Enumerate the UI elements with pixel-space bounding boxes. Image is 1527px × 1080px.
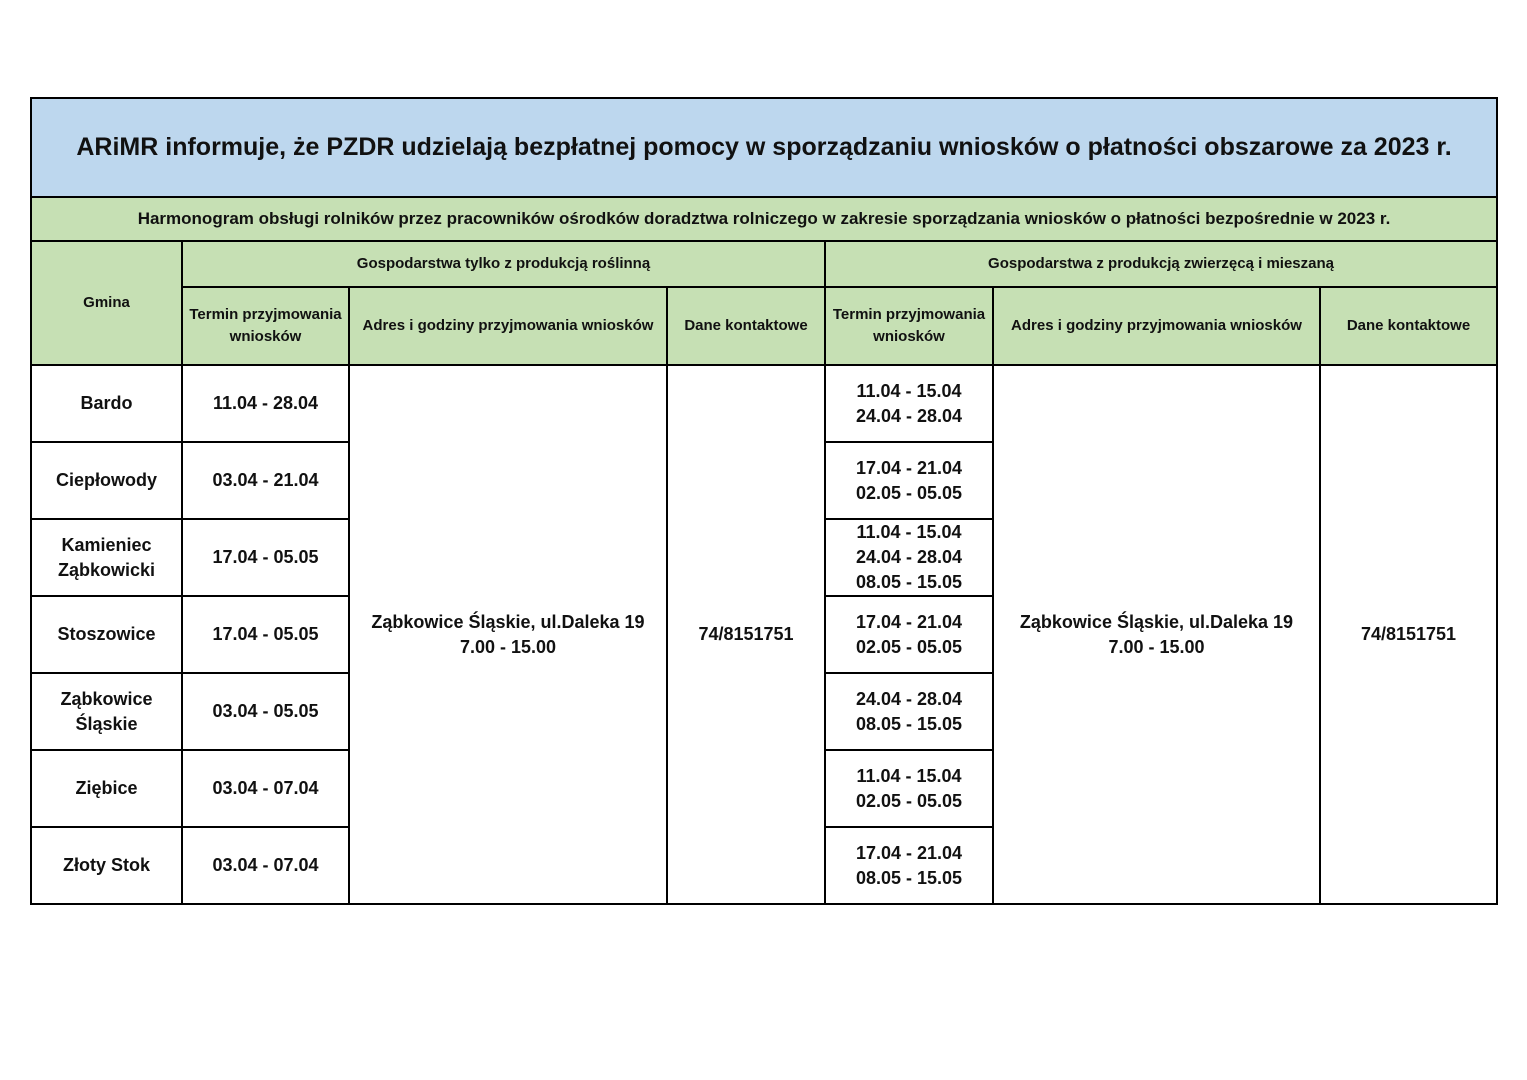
plant-term-cell: 03.04 - 21.04 — [182, 442, 349, 519]
header-group-animal: Gospodarstwa z produkcją zwierzęcą i mieszaną — [825, 241, 1497, 287]
gmina-cell — [31, 442, 182, 519]
gmina-cell — [31, 673, 182, 750]
animal-term: 02.05 - 05.05 — [855, 790, 963, 811]
header-term-line2: wniosków — [229, 328, 302, 345]
animal-address-cell — [993, 365, 1320, 904]
header-animal-contact: Dane kontaktowe — [1320, 287, 1497, 365]
address-line: Ząbkowice Śląskie, ul.Daleka 19 — [1019, 611, 1294, 632]
animal-term-cell — [825, 750, 993, 827]
animal-term-cell — [825, 673, 993, 750]
animal-term: 24.04 - 28.04 — [855, 688, 963, 709]
animal-term: 11.04 - 15.04 — [856, 522, 962, 542]
gmina-cell — [31, 596, 182, 673]
plant-address-cell — [349, 365, 667, 904]
gmina-name: Śląskie — [75, 713, 138, 734]
gmina-name: Stoszowice — [57, 624, 156, 644]
header-animal-term — [825, 287, 993, 365]
animal-term: 02.05 - 05.05 — [855, 636, 963, 657]
header-plant-contact: Dane kontaktowe — [667, 287, 825, 365]
animal-term: 08.05 - 15.05 — [855, 713, 963, 734]
gmina-cell — [31, 827, 182, 904]
gmina-cell — [31, 519, 182, 596]
plant-term-cell: 11.04 - 28.04 — [182, 365, 349, 442]
plant-term-cell: 03.04 - 07.04 — [182, 750, 349, 827]
schedule-table — [30, 97, 1498, 905]
page-title: ARiMR informuje, że PZDR udzielają bezpłatnej pomocy w sporządzaniu wniosków o płatności obszarowe za 2023 r. — [31, 98, 1497, 197]
gmina-name: Ziębice — [75, 778, 138, 798]
animal-term-cell — [825, 596, 993, 673]
header-plant-term — [182, 287, 349, 365]
animal-term: 02.05 - 05.05 — [855, 482, 963, 503]
header-plant-address: Adres i godziny przyjmowania wniosków — [349, 287, 667, 365]
gmina-cell — [31, 750, 182, 827]
gmina-name: Ciepłowody — [55, 470, 157, 490]
table-row — [31, 365, 1497, 442]
animal-term-cell — [825, 442, 993, 519]
plant-contact-cell: 74/8151751 — [667, 365, 825, 904]
animal-term: 24.04 - 28.04 — [855, 547, 963, 567]
animal-contact-cell: 74/8151751 — [1320, 365, 1497, 904]
hours-line: 7.00 - 15.00 — [459, 636, 557, 657]
animal-term: 17.04 - 21.04 — [855, 457, 963, 478]
gmina-name: Kamieniec — [61, 534, 152, 555]
animal-term: 11.04 - 15.04 — [856, 765, 962, 786]
hours-line: 7.00 - 15.00 — [1108, 636, 1205, 657]
header-term-line1: Termin przyjmowania — [189, 306, 342, 323]
header-term-line1: Termin przyjmowania — [832, 306, 986, 323]
animal-term: 11.04 - 15.04 — [856, 380, 962, 401]
plant-term-cell: 03.04 - 07.04 — [182, 827, 349, 904]
plant-term-cell: 17.04 - 05.05 — [182, 596, 349, 673]
page-subtitle: Harmonogram obsługi rolników przez pracowników ośrodków doradztwa rolniczego w zakresie sporządzania wniosków o płatności bezpośrednie w 2023 r. — [31, 197, 1497, 241]
animal-term-cell — [825, 519, 993, 596]
animal-term: 08.05 - 15.05 — [855, 867, 963, 888]
header-term-line2: wniosków — [873, 328, 945, 345]
gmina-name: Ząbkowice — [60, 688, 153, 709]
animal-term-cell — [825, 365, 993, 442]
header-group-plant: Gospodarstwa tylko z produkcją roślinną — [182, 241, 825, 287]
gmina-name: Bardo — [80, 393, 133, 413]
plant-term-cell: 17.04 - 05.05 — [182, 519, 349, 596]
plant-term-cell: 03.04 - 05.05 — [182, 673, 349, 750]
animal-term: 17.04 - 21.04 — [855, 842, 963, 863]
animal-term: 17.04 - 21.04 — [855, 611, 963, 632]
gmina-cell — [31, 365, 182, 442]
header-gmina: Gmina — [31, 241, 182, 365]
animal-term: 08.05 - 15.05 — [855, 572, 963, 592]
header-animal-address: Adres i godziny przyjmowania wniosków — [993, 287, 1320, 365]
animal-term: 24.04 - 28.04 — [855, 405, 963, 426]
animal-term-cell — [825, 827, 993, 904]
gmina-name: Złoty Stok — [62, 855, 150, 875]
address-line: Ząbkowice Śląskie, ul.Daleka 19 — [371, 611, 645, 632]
gmina-name: Ząbkowicki — [57, 559, 156, 580]
